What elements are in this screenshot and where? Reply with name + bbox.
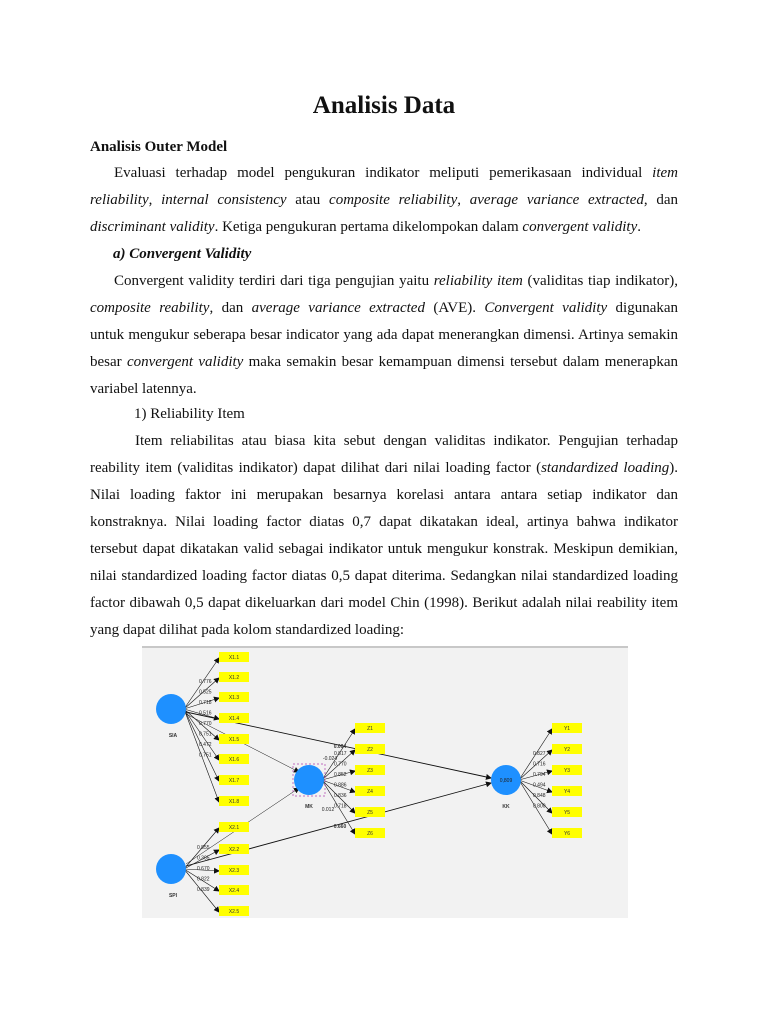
mk-loading-1: 0.770 bbox=[334, 761, 347, 768]
indicator-X1-6-label: X1.6 bbox=[228, 757, 240, 764]
kk-loading-1: 0.716 bbox=[533, 761, 546, 768]
sia-loading-2: 0.718 bbox=[199, 700, 212, 706]
para2-line4: besar convergent validity maka semakin besar kemampuan dimensi tersebut dalam menerapkan bbox=[90, 354, 678, 370]
para2-line2: composite reability, dan average variance extracted (AVE). Convergent validity digunakan bbox=[90, 300, 679, 316]
indicator-Z2-label: Z2 bbox=[367, 747, 373, 754]
indicator-X2-5-label: X2.5 bbox=[228, 909, 240, 916]
para1-line1: Evaluasi terhadap model pengukuran indikator meliputi pemerikasaan individual item bbox=[114, 165, 678, 181]
spi-loading-2: 0.670 bbox=[197, 866, 210, 872]
indicator-Y2-label: Y2 bbox=[563, 747, 571, 754]
construct-mk bbox=[294, 765, 324, 795]
spi-loading-3: 0.822 bbox=[197, 876, 210, 883]
para3-line2: reability item (validitas indikator) dapat dilihat dari nilai loading factor (standardized loading). bbox=[90, 460, 678, 476]
sia-loading-1: 0.525 bbox=[199, 689, 212, 696]
construct-kk-value: 0,809 bbox=[499, 778, 513, 784]
para3-line7: factor dibawah 0,5 dapat dikeluarkan dari model Chin (1998). Berikut adalah nilai reability item bbox=[90, 595, 678, 611]
indicator-X1-5-label: X1.5 bbox=[228, 737, 240, 744]
diagram-top-border bbox=[142, 646, 628, 648]
construct-mk-label: MK bbox=[305, 804, 313, 810]
indicator-Y6-label: Y6 bbox=[563, 831, 571, 838]
para3-line6: nilai standardized loading factor diatas 0,5 dapat diterima. Sedangkan nilai standardized loading bbox=[90, 568, 678, 584]
indicator-Z4-label: Z4 bbox=[367, 789, 373, 796]
construct-spi-label: SPI bbox=[168, 893, 178, 899]
section-heading: Analisis Outer Model bbox=[90, 139, 228, 155]
pls-model-diagram bbox=[142, 646, 628, 918]
spi-loading-0: 0.855 bbox=[197, 845, 210, 851]
sia-loading-3: 0.516 bbox=[199, 710, 212, 717]
mk-loading-4: 0.836 bbox=[334, 793, 347, 799]
para3-line4: konstraknya. Nilai loading factor diatas 0,7 dapat dikatakan ideal, artinya bahwa indikator bbox=[90, 514, 678, 530]
spi-loading-1: 0.365 bbox=[197, 855, 210, 862]
spi-loading-4: 0.839 bbox=[197, 887, 210, 893]
para2-line3: untuk mengukur seberapa besar indicator yang ada dapat menerangkan dimensi. Artinya semakin bbox=[90, 327, 678, 343]
para3-line5: tersebut dapat dikatakan valid sebagai indikator untuk mengukur konstrak. Meskipun demikian, bbox=[90, 541, 678, 557]
mk-loading-5: 0.718 bbox=[334, 803, 347, 810]
construct-kk-label: KK bbox=[502, 804, 510, 810]
indicator-Y4-label: Y4 bbox=[563, 789, 571, 796]
construct-sia bbox=[156, 694, 186, 724]
path-label-2: 0.012 bbox=[321, 807, 335, 813]
indicator-Z1-label: Z1 bbox=[367, 726, 373, 733]
indicator-X1-3-label: X1.3 bbox=[228, 695, 240, 702]
kk-loading-0: 0.827 bbox=[533, 751, 546, 757]
path-label-3: 0.660 bbox=[333, 824, 347, 830]
indicator-X1-7-label: X1.7 bbox=[228, 778, 240, 785]
mk-loading-3: 0.886 bbox=[334, 782, 347, 789]
indicator-Z6-label: Z6 bbox=[367, 831, 373, 838]
indicator-Z5-label: Z5 bbox=[367, 810, 373, 817]
indicator-Y1-label: Y1 bbox=[563, 726, 571, 733]
indicator-X2-2-label: X2.2 bbox=[228, 847, 240, 854]
para1-line2: reliability, internal consistency atau composite reliability, average variance extracted, dan bbox=[90, 192, 679, 208]
indicator-X2-4-label: X2.4 bbox=[228, 888, 240, 895]
sia-loading-7: 0.751 bbox=[199, 752, 212, 759]
kk-loading-5: 0.800 bbox=[533, 803, 546, 810]
path-label-1: -0.024 bbox=[322, 756, 338, 762]
kk-loading-3: 0.494 bbox=[533, 782, 546, 789]
construct-spi bbox=[156, 854, 186, 884]
para1-line3: discriminant validity. Ketiga pengukuran pertama dikelompokan dalam convergent validity. bbox=[90, 219, 641, 235]
sia-loading-4: 0.770 bbox=[199, 721, 212, 727]
para2-line5: variabel latennya. bbox=[90, 381, 197, 397]
indicator-Z3-label: Z3 bbox=[367, 768, 373, 775]
page-title: Analisis Data bbox=[312, 92, 456, 119]
path-label-0: 0.004 bbox=[333, 744, 347, 750]
indicator-X2-3-label: X2.3 bbox=[228, 868, 240, 875]
mk-loading-0: 0.817 bbox=[334, 751, 347, 757]
indicator-X2-1-label: X2.1 bbox=[228, 825, 240, 832]
indicator-X1-2-label: X1.2 bbox=[228, 675, 240, 682]
indicator-X1-8-label: X1.8 bbox=[228, 799, 240, 806]
sia-loading-0: 0.776 bbox=[199, 679, 212, 685]
indicator-Y5-label: Y5 bbox=[563, 810, 571, 817]
diagram-background bbox=[142, 646, 628, 918]
subheading-convergent-validity: a) Convergent Validity bbox=[113, 246, 252, 262]
indicator-X1-4-label: X1.4 bbox=[228, 716, 240, 723]
para3-line1: Item reliabilitas atau biasa kita sebut dengan validitas indikator. Pengujian terhadap bbox=[135, 433, 678, 449]
para3-line3: Nilai loading faktor ini merupakan besarnya korelasi antara antara setiap indikator dan bbox=[90, 487, 678, 503]
kk-loading-4: 0.848 bbox=[533, 793, 546, 799]
sia-loading-6: 0.472 bbox=[199, 742, 212, 748]
para3-line8: yang dapat dilihat pada kolom standardized loading: bbox=[90, 622, 405, 638]
sia-loading-5: 0.751 bbox=[199, 731, 212, 738]
para2-line1: Convergent validity terdiri dari tiga pengujian yaitu reliability item (validitas tiap indikator), bbox=[114, 273, 678, 289]
mk-loading-2: 0.852 bbox=[334, 772, 347, 778]
numbered-item-reliability: 1) Reliability Item bbox=[134, 406, 245, 422]
indicator-X1-1-label: X1.1 bbox=[228, 655, 240, 662]
construct-sia-label: SIA bbox=[168, 733, 178, 739]
indicator-Y3-label: Y3 bbox=[563, 768, 571, 775]
kk-loading-2: 0.794 bbox=[533, 772, 546, 778]
